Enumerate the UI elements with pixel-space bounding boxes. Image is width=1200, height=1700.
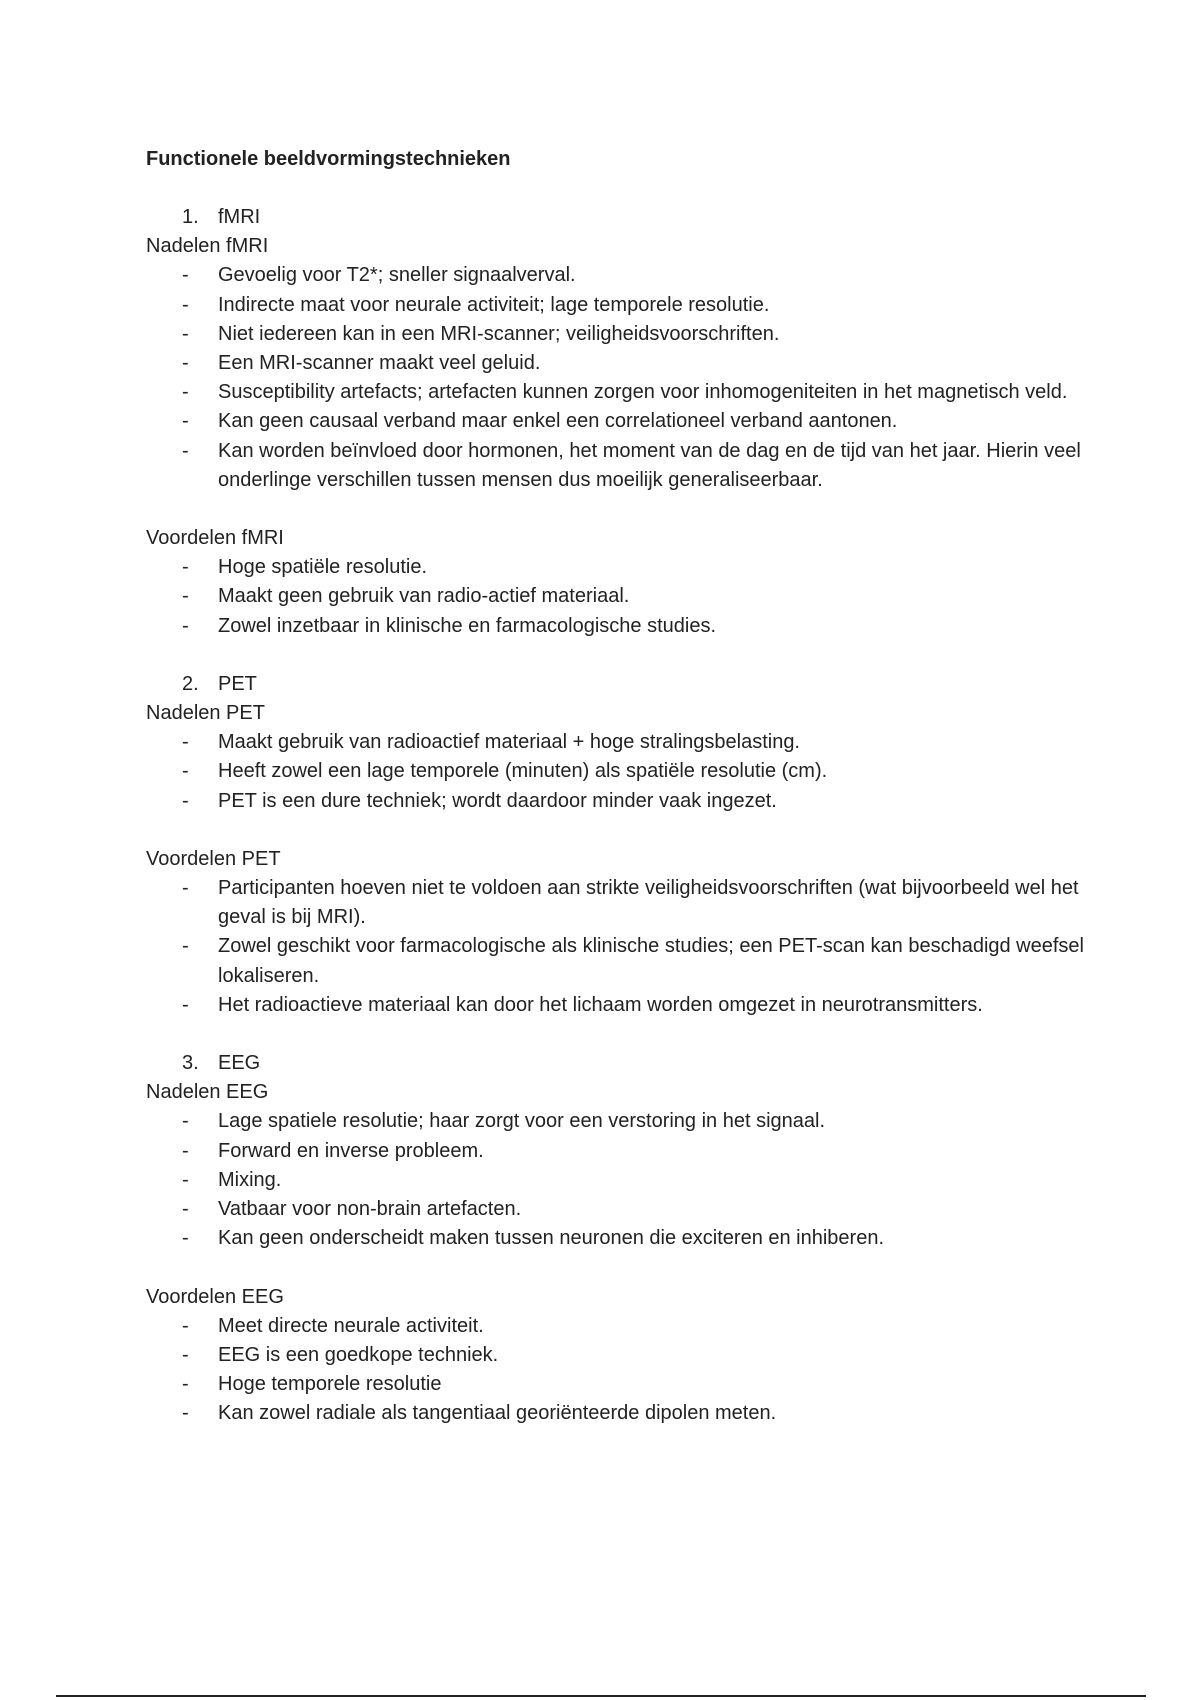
- list-item: - Kan geen onderscheidt maken tussen neuronen die exciteren en inhiberen.: [146, 1224, 1086, 1253]
- bullet: -: [182, 614, 189, 637]
- list-item: - Mixing.: [146, 1166, 1086, 1195]
- pros-list: [146, 553, 1086, 641]
- bullet: -: [182, 789, 189, 812]
- bullet: -: [182, 1139, 189, 1162]
- list-item: - Hoge spatiële resolutie.: [146, 553, 1086, 582]
- spacer: [146, 495, 1086, 524]
- list-item: - Maakt geen gebruik van radio-actief materiaal.: [146, 582, 1086, 611]
- bullet: -: [182, 1198, 189, 1221]
- section-heading: [182, 203, 1086, 232]
- list-item: - Hoge temporele resolutie: [146, 1370, 1086, 1399]
- bullet: -: [182, 1168, 189, 1191]
- list-item: - Meet directe neurale activiteit.: [146, 1312, 1086, 1341]
- bullet: -: [182, 1227, 189, 1250]
- bullet: -: [182, 293, 189, 316]
- cons-list: [146, 261, 1086, 495]
- bullet: -: [182, 322, 189, 345]
- list-item: - Heeft zowel een lage temporele (minuten) als spatiële resolutie (cm).: [146, 757, 1086, 786]
- list-item: - Lage spatiele resolutie; haar zorgt voor een verstoring in het signaal.: [146, 1107, 1086, 1136]
- list-item: - Niet iedereen kan in een MRI-scanner; veiligheidsvoorschriften.: [146, 320, 1086, 349]
- section-heading: [182, 670, 1086, 699]
- section-heading: [182, 1049, 1086, 1078]
- bullet: -: [182, 1343, 189, 1366]
- list-item: - Forward en inverse probleem.: [146, 1137, 1086, 1166]
- list-item: - Participanten hoeven niet te voldoen aan strikte veiligheidsvoorschriften (wat bijvoorbeeld wel het geval is bij MRI).: [146, 874, 1086, 932]
- bullet: -: [182, 1402, 189, 1425]
- list-item: - Kan geen causaal verband maar enkel een correlationeel verband aantonen.: [146, 407, 1086, 436]
- list-item: - Kan worden beïnvloed door hormonen, het moment van de dag en de tijd van het jaar. Hierin veel onderlinge verschillen tussen mensen dus moeilijk generaliseerbaar.: [146, 437, 1086, 495]
- bullet: -: [182, 1314, 189, 1337]
- list-item: - Het radioactieve materiaal kan door het lichaam worden omgezet in neurotransmitters.: [146, 991, 1086, 1020]
- bullet: -: [182, 731, 189, 754]
- cons-list: [146, 728, 1086, 816]
- bullet: -: [182, 381, 189, 404]
- list-item: - Zowel geschikt voor farmacologische als klinische studies; een PET-scan kan beschadigd weefsel lokaliseren.: [146, 932, 1086, 990]
- spacer: [146, 641, 1086, 670]
- pros-list: [146, 874, 1086, 1020]
- cons-heading: Nadelen fMRI: [146, 235, 269, 258]
- cons-heading: Nadelen PET: [146, 702, 265, 725]
- cons-heading: Nadelen EEG: [146, 1081, 269, 1104]
- bullet: -: [182, 352, 189, 375]
- list-item: - Een MRI-scanner maakt veel geluid.: [146, 349, 1086, 378]
- pros-list: [146, 1312, 1086, 1429]
- bullet: -: [182, 410, 189, 433]
- bullet: -: [182, 556, 189, 579]
- spacer: [146, 816, 1086, 845]
- bullet: -: [182, 935, 189, 958]
- bullet: -: [182, 993, 189, 1016]
- section-fmri: [146, 203, 1086, 670]
- bullet: -: [182, 877, 189, 900]
- document-title: Functionele beeldvormingstechnieken: [146, 148, 511, 170]
- section-name: PET: [218, 672, 257, 695]
- section-eeg: [146, 1049, 1086, 1428]
- list-item: - EEG is een goedkope techniek.: [146, 1341, 1086, 1370]
- pros-heading: Voordelen EEG: [146, 1285, 284, 1308]
- list-item: - Maakt gebruik van radioactief materiaal + hoge stralingsbelasting.: [146, 728, 1086, 757]
- list-item: - PET is een dure techniek; wordt daardoor minder vaak ingezet.: [146, 787, 1086, 816]
- spacer: [146, 1020, 1086, 1049]
- bullet: -: [182, 439, 189, 462]
- list-item: - Vatbaar voor non-brain artefacten.: [146, 1195, 1086, 1224]
- list-item: - Gevoelig voor T2*; sneller signaalverval.: [146, 261, 1086, 290]
- list-item: - Kan zowel radiale als tangentiaal georiënteerde dipolen meten.: [146, 1399, 1086, 1428]
- bullet: -: [182, 1373, 189, 1396]
- pros-heading: Voordelen PET: [146, 847, 281, 870]
- section-number: 1.: [182, 206, 199, 228]
- bullet: -: [182, 585, 189, 608]
- section-pet: [146, 670, 1086, 1049]
- bullet: -: [182, 1110, 189, 1133]
- list-item: - Zowel inzetbaar in klinische en farmacologische studies.: [146, 612, 1086, 641]
- list-item: - Indirecte maat voor neurale activiteit; lage temporele resolutie.: [146, 291, 1086, 320]
- footer-divider: [56, 1695, 1146, 1697]
- section-number: 2.: [182, 672, 199, 695]
- pros-heading: Voordelen fMRI: [146, 527, 284, 550]
- bullet: -: [182, 760, 189, 783]
- section-name: fMRI: [218, 206, 261, 228]
- spacer: [146, 1254, 1086, 1283]
- list-item: - Susceptibility artefacts; artefacten kunnen zorgen voor inhomogeniteiten in het magnetisch veld.: [146, 378, 1086, 407]
- cons-list: [146, 1107, 1086, 1253]
- section-number: 3.: [182, 1052, 199, 1075]
- document-page: [146, 145, 1086, 1429]
- bullet: -: [182, 264, 189, 287]
- section-name: EEG: [218, 1052, 261, 1075]
